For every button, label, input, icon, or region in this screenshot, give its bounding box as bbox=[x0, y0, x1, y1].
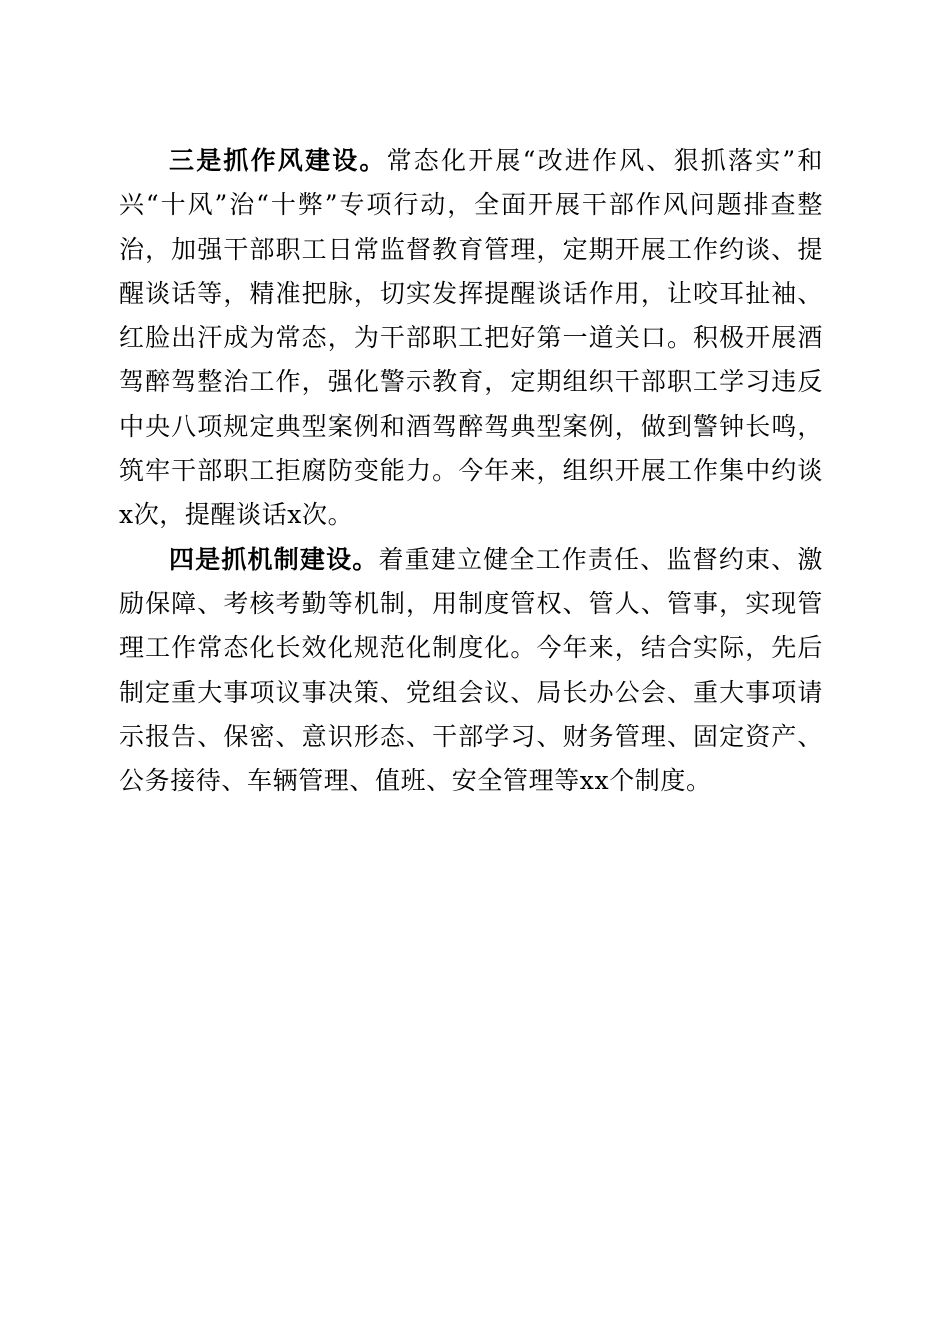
paragraph-heading: 四是抓机制建设。 bbox=[169, 544, 379, 574]
paragraph-mechanism bbox=[119, 538, 823, 804]
paragraph-text: 常态化开展“改进作风、狠抓落实”和兴“十风”治“十弊”专项行动，全面开展干部作风问题排查整治，加强干部职工日常监督教育管理，定期开展工作约谈、提醒谈话等，精准把脉，切实发挥提醒谈话作用，让咬耳扯袖、红脸出汗成为常态，为干部职工把好第一道关口。积极开展酒驾醉驾整治工作，强化警示教育，定期组织干部职工学习违反中央八项规定典型案例和酒驾醉驾典型案例，做到警钟长鸣，筑牢干部职工拒腐防变能力。今年来，组织开展工作集中约谈x次，提醒谈话x次。 bbox=[119, 146, 823, 530]
paragraph-work-style bbox=[119, 139, 823, 538]
document-body bbox=[119, 139, 823, 803]
paragraph-text: 着重建立健全工作责任、监督约束、激励保障、考核考勤等机制，用制度管权、管人、管事，实现管理工作常态化长效化规范化制度化。今年来，结合实际，先后制定重大事项议事决策、党组会议、局长办公会、重大事项请示报告、保密、意识形态、干部学习、财务管理、固定资产、公务接待、车辆管理、值班、安全管理等xx个制度。 bbox=[119, 544, 823, 796]
paragraph-heading: 三是抓作风建设。 bbox=[169, 146, 387, 175]
